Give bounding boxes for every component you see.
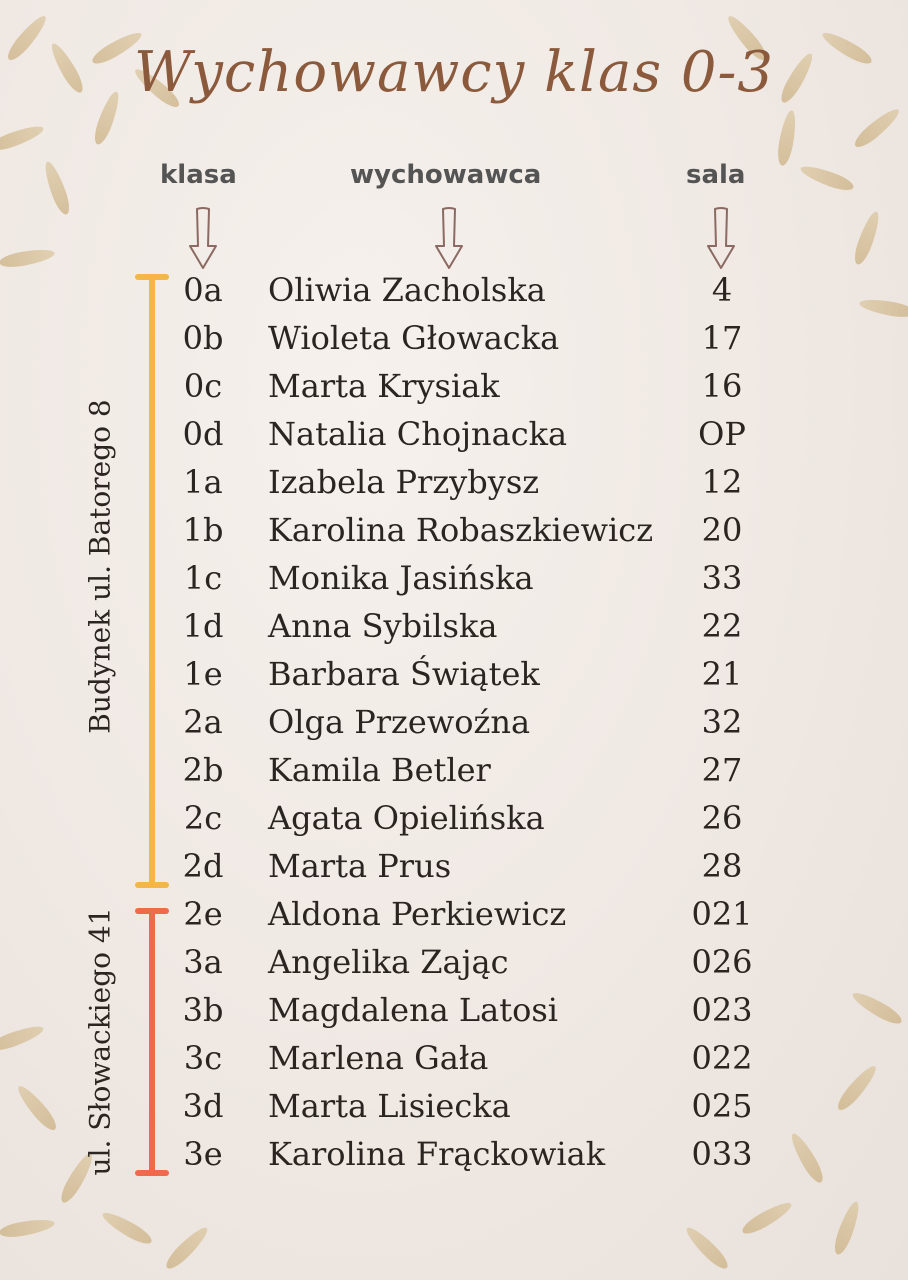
header-room: sala	[686, 160, 746, 190]
room-cell: 27	[701, 751, 743, 789]
table-row	[0, 1034, 908, 1082]
teacher-cell: Kamila Betler	[268, 751, 491, 789]
class-cell: 3c	[183, 1039, 223, 1077]
class-cell: 3d	[182, 1087, 224, 1125]
room-cell: 4	[711, 271, 733, 309]
room-cell: 22	[701, 607, 743, 645]
room-cell: 20	[701, 511, 743, 549]
down-arrow-icon	[434, 206, 464, 270]
table-row	[0, 1130, 908, 1178]
teacher-cell: Anna Sybilska	[268, 607, 498, 645]
table-row	[0, 890, 908, 938]
teacher-cell: Magdalena Latosi	[268, 991, 559, 1029]
teacher-cell: Wioleta Głowacka	[268, 319, 560, 357]
room-cell: 26	[701, 799, 743, 837]
class-cell: 2e	[183, 895, 223, 933]
class-cell: 2b	[182, 751, 224, 789]
class-cell: 1c	[183, 559, 223, 597]
table-row	[0, 410, 908, 458]
teacher-cell: Monika Jasińska	[268, 559, 534, 597]
down-arrow-icon	[188, 206, 218, 270]
table-row	[0, 554, 908, 602]
table-row	[0, 794, 908, 842]
teacher-cell: Agata Opielińska	[268, 799, 545, 837]
room-cell: 21	[701, 655, 743, 693]
teacher-cell: Marta Lisiecka	[268, 1087, 511, 1125]
room-cell: 17	[701, 319, 743, 357]
teacher-cell: Marta Krysiak	[268, 367, 500, 405]
table-row	[0, 938, 908, 986]
teacher-cell: Marta Prus	[268, 847, 452, 885]
room-cell: 022	[691, 1039, 753, 1077]
class-cell: 0a	[183, 271, 223, 309]
class-cell: 2a	[183, 703, 223, 741]
room-cell: 33	[701, 559, 743, 597]
header-class: klasa	[160, 160, 237, 190]
table-row	[0, 314, 908, 362]
page-title: Wychowawcy klas 0-3	[133, 40, 775, 105]
teacher-cell: Angelika Zając	[268, 943, 509, 981]
class-cell: 0c	[183, 367, 223, 405]
teacher-cell: Natalia Chojnacka	[268, 415, 568, 453]
table-row	[0, 698, 908, 746]
room-cell: OP	[698, 415, 746, 453]
class-cell: 0d	[182, 415, 224, 453]
room-cell: 28	[701, 847, 743, 885]
teacher-cell: Karolina Frąckowiak	[268, 1135, 606, 1173]
class-cell: 3b	[182, 991, 224, 1029]
class-cell: 1e	[183, 655, 223, 693]
table-row	[0, 506, 908, 554]
table-row	[0, 1082, 908, 1130]
room-cell: 033	[691, 1135, 753, 1173]
teacher-cell: Izabela Przybysz	[268, 463, 540, 501]
class-cell: 3e	[183, 1135, 223, 1173]
teacher-cell: Oliwia Zacholska	[268, 271, 546, 309]
header-teacher: wychowawca	[350, 160, 542, 190]
building-label-slowackiego: ul. Słowackiego 41	[83, 907, 117, 1176]
table-row	[0, 650, 908, 698]
table-row	[0, 746, 908, 794]
room-cell: 025	[691, 1087, 753, 1125]
room-cell: 026	[691, 943, 753, 981]
down-arrow-icon	[706, 206, 736, 270]
teacher-cell: Karolina Robaszkiewicz	[268, 511, 654, 549]
class-cell: 1d	[182, 607, 224, 645]
table-row	[0, 602, 908, 650]
table-row	[0, 842, 908, 890]
teacher-cell: Olga Przewoźna	[268, 703, 531, 741]
class-cell: 3a	[183, 943, 223, 981]
teacher-cell: Marlena Gała	[268, 1039, 489, 1077]
table-row	[0, 458, 908, 506]
table-row	[0, 266, 908, 314]
teacher-cell: Barbara Świątek	[268, 655, 540, 693]
room-cell: 32	[701, 703, 743, 741]
table-row	[0, 362, 908, 410]
room-cell: 12	[701, 463, 743, 501]
table-row	[0, 986, 908, 1034]
class-cell: 0b	[182, 319, 224, 357]
class-cell: 1b	[182, 511, 224, 549]
building-label-batorego: Budynek ul. Batorego 8	[83, 399, 117, 734]
class-cell: 2d	[182, 847, 224, 885]
teacher-cell: Aldona Perkiewicz	[268, 895, 567, 933]
room-cell: 16	[701, 367, 743, 405]
class-cell: 2c	[183, 799, 223, 837]
room-cell: 021	[691, 895, 753, 933]
class-cell: 1a	[183, 463, 223, 501]
room-cell: 023	[691, 991, 753, 1029]
